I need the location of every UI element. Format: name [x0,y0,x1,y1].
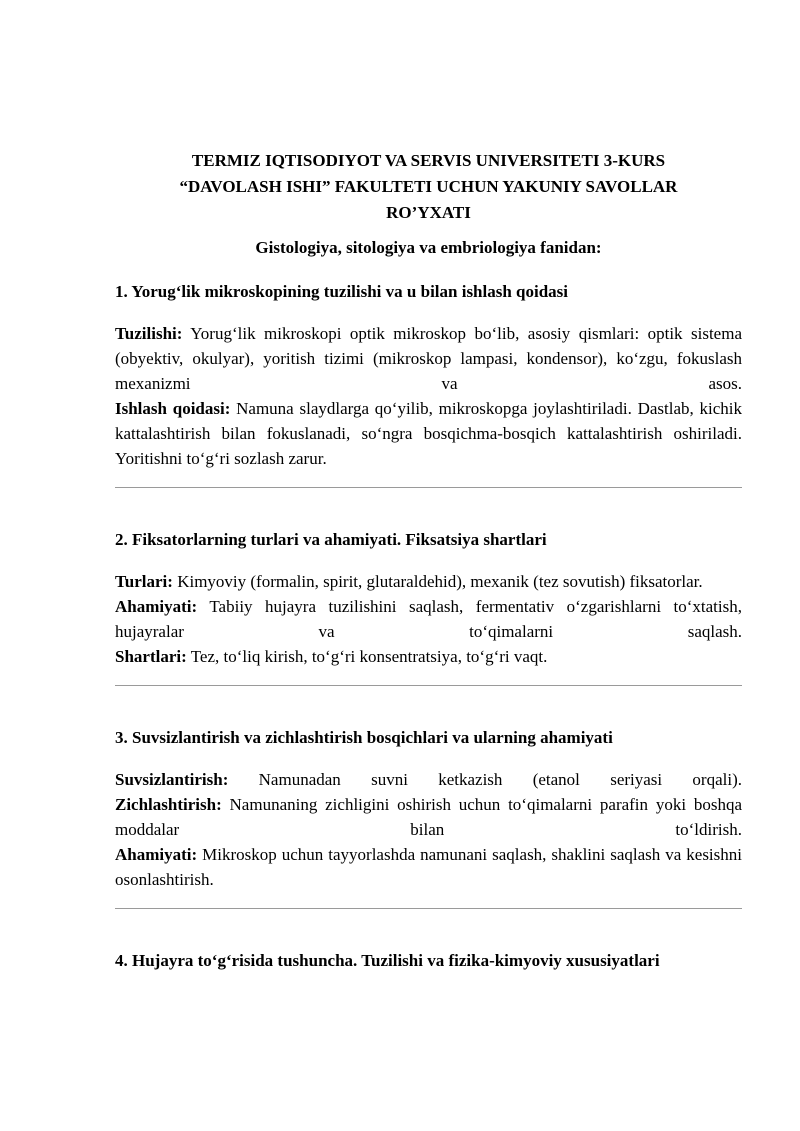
embedding-label: Zichlashtirish: [115,795,222,814]
usage-label: Ishlash qoidasi: [115,399,231,418]
question-2 [115,528,742,669]
question-2-types-paragraph [115,569,742,594]
question-3-dehydration-paragraph [115,767,742,792]
usage-text: Namuna slaydlarga qo‘yilib, mikroskopga joylashtiriladi. Dastlab, kichik kattalashtirish bilan fokuslanadi, so‘ngra bosqichma-bosqich kattalashtirish oshiriladi. Yoritishni to‘g‘ri sozlash zarur. [115,399,742,468]
importance-text: Mikroskop uchun tayyorlashda namunani saqlash, shaklini saqlash va kesishni osonlashtirish. [115,845,742,889]
importance-label: Ahamiyati: [115,845,198,864]
question-1-title: 1. Yorug‘lik mikroskopining tuzilishi va u bilan ishlash qoidasi [115,282,569,301]
section-divider [115,908,742,909]
question-1 [115,280,742,471]
importance-text: Tabiiy hujayra tuzilishini saqlash, fermentativ o‘zgarishlarni to‘xtatish, hujayralar va to‘qimalarni saqlash. [115,597,742,641]
question-3-embedding-paragraph [115,792,742,842]
structure-text: Yorug‘lik mikroskopi optik mikroskop bo‘lib, asosiy qismlari: optik sistema (obyektiv, okulyar), yoritish tizimi (mikroskop lampasi, kondensor), ko‘zgu, fokuslash mexanizmi va asos. [115,324,742,393]
question-1-usage-paragraph [115,396,742,471]
document-title [115,148,742,226]
types-text: Kimyoviy (formalin, spirit, glutaraldehid), mexanik (tez sovutish) fiksatorlar. [172,572,703,591]
question-3 [115,726,742,892]
importance-label: Ahamiyati: [115,597,198,616]
title-line-2: “DAVOLASH ISHI” FAKULTETI UCHUN YAKUNIY SAVOLLAR [179,177,678,196]
question-1-structure-paragraph [115,321,742,396]
question-2-conditions-paragraph [115,644,742,669]
question-4-title: 4. Hujayra to‘g‘risida tushuncha. Tuzilishi va fizika-kimyoviy xususiyatlari [115,951,660,970]
question-3-title: 3. Suvsizlantirish va zichlashtirish bosqichlari va ularning ahamiyati [115,728,613,747]
title-line-3: RO’YXATI [386,203,471,222]
dehydration-label: Suvsizlantirish: [115,770,229,789]
dehydration-text: Namunadan suvni ketkazish (etanol seriyasi orqali). [228,770,742,789]
section-divider [115,487,742,488]
question-2-title: 2. Fiksatorlarning turlari va ahamiyati. Fiksatsiya shartlari [115,530,547,549]
types-label: Turlari: [115,572,173,591]
question-4 [115,949,742,973]
title-line-1: TERMIZ IQTISODIYOT VA SERVIS UNIVERSITETI 3-KURS [191,151,666,170]
conditions-label: Shartlari: [115,647,187,666]
structure-label: Tuzilishi: [115,324,183,343]
embedding-text: Namunaning zichligini oshirish uchun to‘qimalarni parafin yoki boshqa moddalar bilan to‘ldirish. [115,795,742,839]
section-divider [115,685,742,686]
conditions-text: Tez, to‘liq kirish, to‘g‘ri konsentratsiya, to‘g‘ri vaqt. [186,647,548,666]
question-2-importance-paragraph [115,594,742,644]
question-3-importance-paragraph [115,842,742,892]
document-subtitle: Gistologiya, sitologiya va embriologiya fanidan: [255,238,602,257]
